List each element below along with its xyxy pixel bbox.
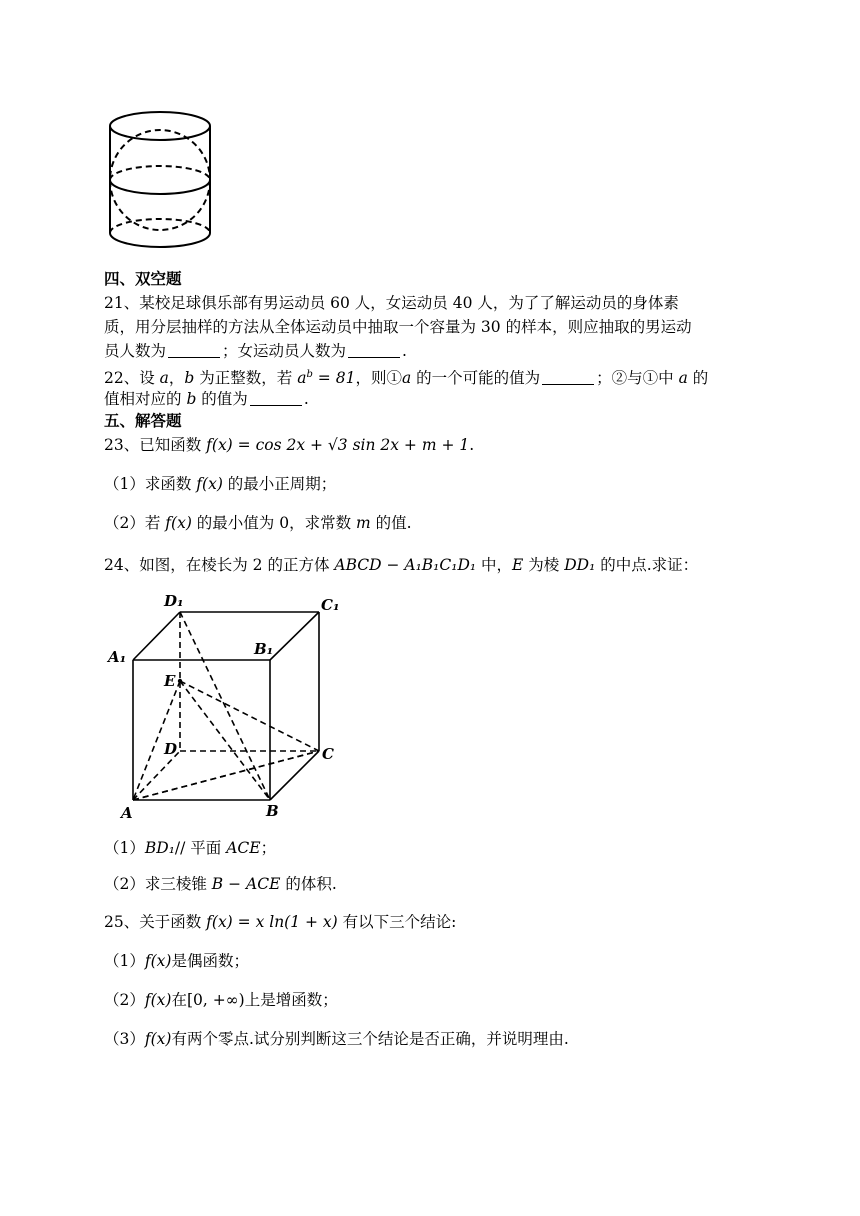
label-b1: B₁ bbox=[254, 640, 274, 658]
answer-blank[interactable] bbox=[348, 342, 400, 358]
point-e bbox=[178, 679, 182, 683]
label-e: E bbox=[164, 672, 176, 690]
q23-formula: f(x) = cos 2x + √3 sin 2x + m + 1 bbox=[206, 436, 470, 454]
q25-claim1: （1）f(x)是偶函数； bbox=[104, 952, 249, 970]
label-a: A bbox=[121, 804, 133, 820]
q24-stem: 24、如图，在棱长为 2 的正方体 ABCD − A₁B₁C₁D₁ 中，E 为棱 DD₁ 的中点.求证： bbox=[104, 556, 699, 574]
cube-figure bbox=[100, 590, 350, 820]
q25-formula: f(x) = x ln(1 + x) bbox=[206, 913, 338, 931]
q22-line1: 22、设 a，b 为正整数，若 $a^b = 81$，则①a 的一个可能的值为 ；②与①中 a 的 bbox=[104, 369, 709, 388]
answer-blank[interactable] bbox=[168, 342, 220, 358]
q23-part2: （2）若 f(x) 的最小值为 0，求常数 m 的值. bbox=[104, 514, 412, 532]
q22-line2: 值相对应的 b 的值为 . bbox=[104, 390, 309, 408]
power-equation: $a^b = 81$ bbox=[297, 369, 356, 388]
label-d1: D₁ bbox=[164, 592, 184, 610]
q23-stem: 23、已知函数 f(x) = cos 2x + √3 sin 2x + m + 1. bbox=[104, 436, 475, 454]
label-a1: A₁ bbox=[108, 648, 127, 666]
cylinder-sphere-figure bbox=[100, 100, 220, 260]
label-d: D bbox=[164, 740, 178, 758]
q24-part2: （2）求三棱锥 B − ACE 的体积. bbox=[104, 875, 337, 893]
q21-line3: 员人数为 ；女运动员人数为 . bbox=[104, 342, 407, 360]
q24-part1: （1）BD₁// 平面 ACE； bbox=[104, 839, 277, 857]
label-c1: C₁ bbox=[321, 596, 340, 614]
section-heading-5: 五、解答题 bbox=[104, 412, 182, 430]
answer-blank[interactable] bbox=[250, 390, 302, 406]
label-c: C bbox=[322, 745, 334, 763]
q25-claim2: （2）f(x)在[0, +∞)上是增函数； bbox=[104, 991, 338, 1009]
q25-stem: 25、关于函数 f(x) = x ln(1 + x) 有以下三个结论: bbox=[104, 913, 457, 931]
label-b: B bbox=[266, 802, 279, 820]
answer-blank[interactable] bbox=[542, 369, 594, 385]
q25-claim3: （3）f(x)有两个零点.试分别判断这三个结论是否正确，并说明理由. bbox=[104, 1030, 569, 1048]
q21-line2: 质，用分层抽样的方法从全体运动员中抽取一个容量为 30 的样本，则应抽取的男运动 bbox=[104, 318, 692, 336]
q23-part1: （1）求函数 f(x) 的最小正周期； bbox=[104, 475, 337, 493]
q21-line1: 21、某校足球俱乐部有男运动员 60 人，女运动员 40 人，为了了解运动员的身体素 bbox=[104, 294, 679, 312]
section-heading-4: 四、双空题 bbox=[104, 270, 182, 288]
